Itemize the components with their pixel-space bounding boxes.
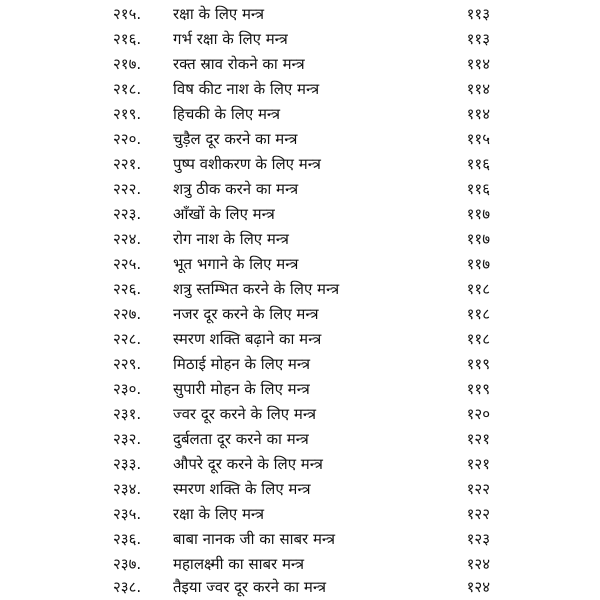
- entry-title: स्मरण शक्ति बढ़ाने का मन्त्र: [173, 330, 322, 348]
- entry-page: १२१: [466, 430, 490, 448]
- entry-number: २२८.: [113, 330, 142, 348]
- toc-entry: [0, 277, 600, 302]
- entry-number: २३३.: [113, 455, 142, 473]
- entry-title: स्मरण शक्ति के लिए मन्त्र: [173, 480, 311, 498]
- toc-entry: [0, 302, 600, 327]
- entry-page: ११८: [466, 330, 490, 348]
- entry-page: ११७: [466, 255, 490, 273]
- toc-entry: [0, 352, 600, 377]
- entry-page: ११७: [466, 230, 490, 248]
- entry-page: १२३: [466, 530, 490, 548]
- entry-title: तैइया ज्वर दूर करने का मन्त्र: [173, 578, 327, 596]
- entry-title: सुपारी मोहन के लिए मन्त्र: [173, 380, 310, 398]
- entry-title: बाबा नानक जी का साबर मन्त्र: [173, 530, 336, 548]
- entry-title: दुर्बलता दूर करने का मन्त्र: [173, 430, 309, 448]
- entry-page: ११८: [466, 280, 490, 298]
- entry-title: आँखों के लिए मन्त्र: [173, 205, 275, 223]
- entry-page: १२४: [466, 578, 490, 596]
- entry-number: २२३.: [113, 205, 142, 223]
- entry-page: १२०: [466, 405, 490, 423]
- entry-number: २३२.: [113, 430, 142, 448]
- entry-title: शत्रु ठीक करने का मन्त्र: [173, 180, 299, 198]
- entry-number: २३७.: [113, 555, 142, 573]
- entry-number: २३५.: [113, 505, 142, 523]
- entry-number: २२५.: [113, 255, 142, 273]
- entry-page: ११९: [466, 380, 490, 398]
- toc-entry: [0, 177, 600, 202]
- entry-page: ११६: [466, 180, 490, 198]
- entry-number: २३८.: [113, 578, 142, 596]
- entry-number: २२०.: [113, 130, 142, 148]
- toc-entry: [0, 52, 600, 77]
- entry-page: ११६: [466, 155, 490, 173]
- entry-title: रक्षा के लिए मन्त्र: [173, 5, 265, 23]
- toc-entry: [0, 527, 600, 552]
- entry-number: २३४.: [113, 480, 142, 498]
- toc-entry: [0, 77, 600, 102]
- entry-title: भूत भगाने के लिए मन्त्र: [173, 255, 299, 273]
- entry-page: ११९: [466, 355, 490, 373]
- entry-number: २३०.: [113, 380, 142, 398]
- entry-number: २१६.: [113, 30, 142, 48]
- entry-page: ११४: [466, 80, 490, 98]
- entry-title: गर्भ रक्षा के लिए मन्त्र: [173, 30, 288, 48]
- entry-page: ११७: [466, 205, 490, 223]
- entry-number: २१९.: [113, 105, 142, 123]
- entry-number: २२६.: [113, 280, 142, 298]
- toc-entry: [0, 552, 600, 577]
- entry-number: २२१.: [113, 155, 142, 173]
- entry-title: रक्त स्राव रोकने का मन्त्र: [173, 55, 305, 73]
- entry-page: १२१: [466, 455, 490, 473]
- toc-entry: [0, 2, 600, 27]
- entry-title: महालक्ष्मी का साबर मन्त्र: [173, 555, 305, 573]
- toc-entry: [0, 377, 600, 402]
- entry-number: २२९.: [113, 355, 142, 373]
- entry-page: ११३: [466, 30, 490, 48]
- entry-number: २२२.: [113, 180, 142, 198]
- entry-title: औपरे दूर करने के लिए मन्त्र: [173, 455, 323, 473]
- entry-title: शत्रु स्तम्भित करने के लिए मन्त्र: [173, 280, 340, 298]
- entry-page: ११८: [466, 305, 490, 323]
- entry-title: रोग नाश के लिए मन्त्र: [173, 230, 289, 248]
- entry-number: २३६.: [113, 530, 142, 548]
- entry-number: २१७.: [113, 55, 142, 73]
- toc-entry: [0, 502, 600, 527]
- toc-entry: [0, 227, 600, 252]
- entry-title: पुष्प वशीकरण के लिए मन्त्र: [173, 155, 321, 173]
- toc-entry: [0, 575, 600, 600]
- entry-number: २१५.: [113, 5, 142, 23]
- toc-entry: [0, 152, 600, 177]
- toc-entry: [0, 252, 600, 277]
- entry-title: रक्षा के लिए मन्त्र: [173, 505, 265, 523]
- toc-entry: [0, 102, 600, 127]
- entry-number: २२४.: [113, 230, 142, 248]
- entry-page: १२२: [466, 480, 490, 498]
- entry-number: २२७.: [113, 305, 142, 323]
- entry-title: विष कीट नाश के लिए मन्त्र: [173, 80, 320, 98]
- entry-page: ११३: [466, 5, 490, 23]
- entry-title: नजर दूर करने के लिए मन्त्र: [173, 305, 319, 323]
- entry-page: ११४: [466, 55, 490, 73]
- entry-title: ज्वर दूर करने के लिए मन्त्र: [173, 405, 316, 423]
- toc-entry: [0, 452, 600, 477]
- toc-entry: [0, 327, 600, 352]
- entry-title: मिठाई मोहन के लिए मन्त्र: [173, 355, 311, 373]
- toc-entry: [0, 127, 600, 152]
- toc-entry: [0, 402, 600, 427]
- entry-page: १२४: [466, 555, 490, 573]
- toc-entry: [0, 427, 600, 452]
- entry-page: ११५: [466, 130, 490, 148]
- toc-entry: [0, 202, 600, 227]
- entry-number: २१८.: [113, 80, 142, 98]
- toc-entry: [0, 477, 600, 502]
- entry-page: ११४: [466, 105, 490, 123]
- toc-entry: [0, 27, 600, 52]
- entry-page: १२२: [466, 505, 490, 523]
- entry-title: चुड़ैल दूर करने का मन्त्र: [173, 130, 298, 148]
- entry-number: २३१.: [113, 405, 142, 423]
- entry-title: हिचकी के लिए मन्त्र: [173, 105, 281, 123]
